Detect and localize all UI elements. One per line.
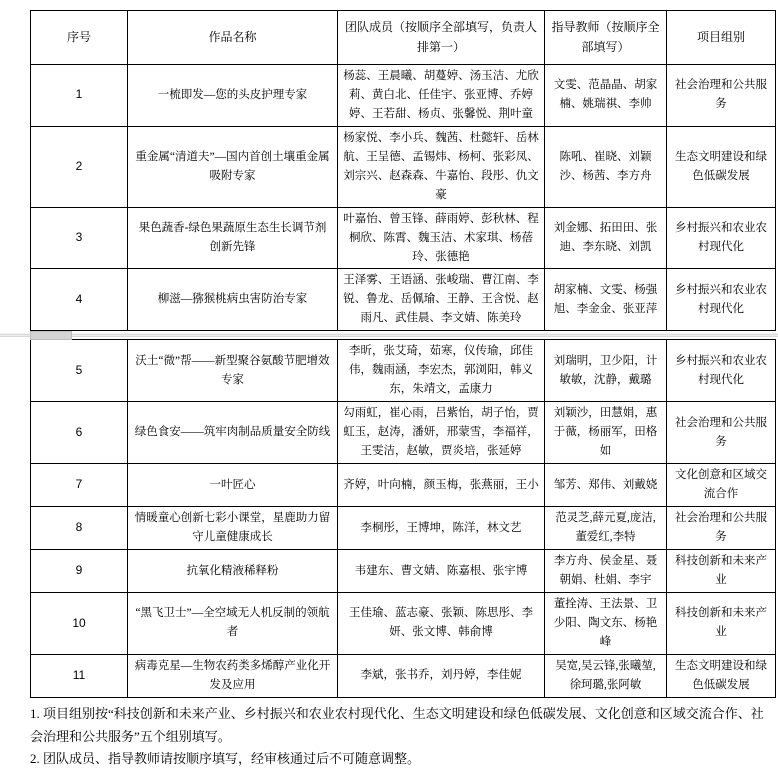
table-header-row (31, 11, 776, 65)
table-row (31, 507, 776, 550)
cell-teachers: 刘瑞明，卫少阳，计敏敏，沈静，戴璐 (545, 340, 667, 402)
page-break-handle (30, 331, 72, 340)
cell-members: 杨家悦、李小兵、魏茜、杜懿轩、岳林航、王呈德、孟锡炜、杨柯、张彩凤、刘宗兴、赵森森、牛嘉怡、段彤、仇文豪 (338, 126, 545, 207)
cell-title: 一梳即发—您的头皮护理专家 (128, 64, 338, 126)
footnote-2: 2. 团队成员、指导教师请按顺序填写，经审核通过后不可随意调整。 (30, 751, 421, 767)
table-row (31, 207, 776, 269)
cell-title: 柳滋—猕猴桃病虫害防治专家 (128, 269, 338, 331)
cell-title: 情暖童心创新七彩小课堂，星鹿助力留守儿童健康成长 (128, 507, 338, 550)
table-row (31, 402, 776, 464)
cell-teachers: 范灵芝,薛元夏,庞洁,董爱红,李特 (545, 507, 667, 550)
table-row (31, 64, 776, 126)
cell-members: 勾雨虹，崔心雨，吕紫怡，胡子怡，贾虹玉，赵涛，潘妍，邢蒙雪，李福祥，王雯洁，赵敏，贾炎培，张延婷 (338, 402, 545, 464)
cell-teachers: 李方舟、侯金星、聂朝娟、杜娟、李宇 (545, 550, 667, 593)
header-seq: 序号 (31, 11, 128, 65)
cell-teachers: 陈吼、崔晓、刘颖沙、杨茜、李方舟 (545, 126, 667, 207)
cell-category: 科技创新和未来产业 (667, 593, 776, 655)
cell-members: 叶嘉怡、曾玉锋、薛雨婷、彭秋林、程桐欣、陈霄、魏玉洁、术家琪、杨蓓玲、张德艳 (338, 207, 545, 269)
cell-title: 重金属“清道夫”—国内首创土壤重金属吸附专家 (128, 126, 338, 207)
cell-category: 生态文明建设和绿色低碳发展 (667, 126, 776, 207)
cell-seq: 7 (31, 464, 128, 507)
cell-members: 齐婷，叶向楠，颜玉梅，张燕丽，王小 (338, 464, 545, 507)
cell-seq: 2 (31, 126, 128, 207)
cell-category: 乡村振兴和农业农村现代化 (667, 269, 776, 331)
cell-members: 李昕，张艾琦，茹寒，仪传瑜，邱佳伟，魏雨涵，李宏杰，郭浏阳，韩义东，朱靖文，孟康力 (338, 340, 545, 402)
table-row (31, 464, 776, 507)
cell-title: 一叶匠心 (128, 464, 338, 507)
projects-table-part1 (30, 10, 776, 331)
table-row (31, 654, 776, 697)
cell-title: “黑飞卫士”—全空域无人机反制的领航者 (128, 593, 338, 655)
cell-seq: 4 (31, 269, 128, 331)
table-row (31, 340, 776, 402)
header-members: 团队成员（按顺序全部填写，负责人排第一） (338, 11, 545, 65)
footnote-1: 1. 项目组别按“科技创新和未来产业、乡村振兴和农业农村现代化、生态文明建设和绿色低碳发展、文化创意和区域交流合作、社会治理和公共服务”五个组别填写。 (30, 705, 764, 744)
cell-members: 杨蕊、王晨曦、胡蔓婷、汤玉洁、尤欣莉、黄白北、任佳宇、张亚博、乔婷婷、王若甜、杨贞、张馨悦、荆叶童 (338, 64, 545, 126)
cell-category: 科技创新和未来产业 (667, 550, 776, 593)
page-break-divider (0, 331, 778, 339)
cell-category: 社会治理和公共服务 (667, 507, 776, 550)
cell-seq: 11 (31, 654, 128, 697)
cell-category: 文化创意和区域交流合作 (667, 464, 776, 507)
page-break-band (0, 333, 778, 337)
cell-category: 乡村振兴和农业农村现代化 (667, 207, 776, 269)
cell-members: 韦建东、曹文婧、陈嘉根、张宇博 (338, 550, 545, 593)
table-row (31, 126, 776, 207)
cell-teachers: 董拴涛、王法景、卫少阳、陶文东、杨艳峰 (545, 593, 667, 655)
cell-members: 李斌，张书乔，刘丹婷，李佳妮 (338, 654, 545, 697)
cell-title: 沃土“微”帮——新型聚谷氨酸节肥增效专家 (128, 340, 338, 402)
header-title: 作品名称 (128, 11, 338, 65)
cell-seq: 1 (31, 64, 128, 126)
cell-seq: 10 (31, 593, 128, 655)
cell-category: 社会治理和公共服务 (667, 402, 776, 464)
table-row (31, 550, 776, 593)
cell-category: 社会治理和公共服务 (667, 64, 776, 126)
projects-table-part2 (30, 339, 776, 697)
table-row (31, 269, 776, 331)
cell-seq: 3 (31, 207, 128, 269)
cell-seq: 5 (31, 340, 128, 402)
cell-title: 果色蔬香-绿色果蔬原生态生长调节剂创新先锋 (128, 207, 338, 269)
document-page (30, 10, 776, 771)
cell-title: 抗氧化精液稀释粉 (128, 550, 338, 593)
cell-members: 王泽雾、王语涵、张峻瑞、曹江南、李锐、鲁龙、岳佩瑜、王静、王含悦、赵雨凡、武佳晨、李文婧、陈美玲 (338, 269, 545, 331)
cell-teachers: 吴宽,吴云锋,张曦堃,徐珂璐,张阿敏 (545, 654, 667, 697)
cell-members: 李桐彤，王博坤，陈洋，林文艺 (338, 507, 545, 550)
cell-title: 绿色食安——筑牢肉制品质量安全防线 (128, 402, 338, 464)
cell-category: 乡村振兴和农业农村现代化 (667, 340, 776, 402)
footnotes (30, 703, 775, 771)
cell-teachers: 邹芳、郑伟、刘戴娆 (545, 464, 667, 507)
cell-teachers: 胡家楠、文雯、杨强旭、李金金、张亚萍 (545, 269, 667, 331)
cell-teachers: 刘金娜、拓田田、张迪、李东晓、刘凯 (545, 207, 667, 269)
header-category: 项目组别 (667, 11, 776, 65)
cell-category: 生态文明建设和绿色低碳发展 (667, 654, 776, 697)
table-row (31, 593, 776, 655)
cell-teachers: 刘颖沙，田慧娟，惠于薇，杨丽军，田格如 (545, 402, 667, 464)
cell-teachers: 文雯、范晶晶、胡家楠、姚瑞祺、李帅 (545, 64, 667, 126)
cell-seq: 8 (31, 507, 128, 550)
header-teachers: 指导教师（按顺序全部填写） (545, 11, 667, 65)
cell-title: 病毒克星—生物农药类多烯醇产业化开发及应用 (128, 654, 338, 697)
cell-members: 王佳瑜、蓝志豪、张颖、陈思彤、李妍、张文博、韩俞博 (338, 593, 545, 655)
cell-seq: 9 (31, 550, 128, 593)
cell-seq: 6 (31, 402, 128, 464)
